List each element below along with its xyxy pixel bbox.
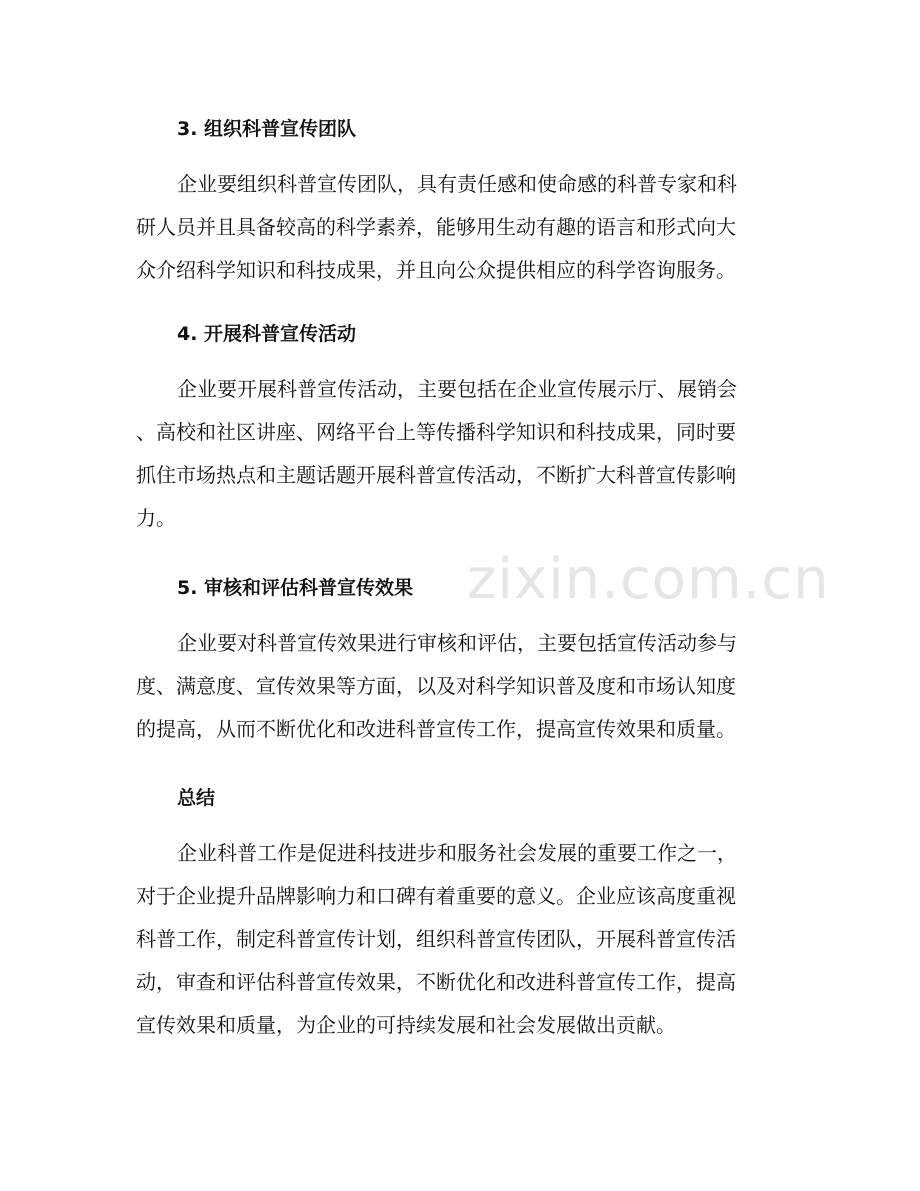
summary-paragraph (136, 832, 776, 1047)
paragraph-line: 抓住市场热点和主题话题开展科普宣传活动，不断扩大科普宣传影响 (136, 463, 736, 487)
paragraph-line: 企业要组织科普宣传团队，具有责任感和使命感的科普专家和科 (177, 172, 737, 196)
paragraph-line: 科普工作，制定科普宣传计划，组织科普宣传团队，开展科普宣传活 (136, 927, 736, 951)
section-heading-3: 3. 组织科普宣传团队 (177, 118, 357, 140)
paragraph-line: 的提高，从而不断优化和改进科普宣传工作，提高宣传效果和质量。 (136, 717, 736, 741)
section-paragraph-3 (136, 163, 776, 292)
watermark-visible: zixin.com.cn (467, 547, 830, 612)
section-paragraph-5 (136, 622, 776, 751)
watermark (467, 548, 830, 612)
paragraph-line: 企业要开展科普宣传活动，主要包括在企业宣传展示厅、展销会 (177, 377, 737, 401)
section-heading-4: 4. 开展科普宣传活动 (177, 323, 357, 345)
section-paragraph-4 (136, 368, 776, 540)
paragraph-line: 企业科普工作是促进科技进步和服务社会发展的重要工作之一， (177, 841, 737, 865)
summary-heading: 总结 (177, 787, 216, 809)
paragraph-line: 动，审查和评估科普宣传效果，不断优化和改进科普宣传工作，提高 (136, 970, 736, 994)
paragraph-line: 、高校和社区讲座、网络平台上等传播科学知识和科技成果，同时要 (136, 420, 736, 444)
paragraph-line: 众介绍科学知识和科技成果，并且向公众提供相应的科学咨询服务。 (136, 258, 736, 282)
paragraph-line: 力。 (136, 506, 176, 530)
paragraph-line: 研人员并且具备较高的科学素养，能够用生动有趣的语言和形式向大 (136, 215, 736, 239)
paragraph-line: 宣传效果和质量，为企业的可持续发展和社会发展做出贡献。 (136, 1013, 676, 1037)
section-heading-5: 5. 审核和评估科普宣传效果 (177, 577, 414, 599)
paragraph-line: 企业要对科普宣传效果进行审核和评估，主要包括宣传活动参与 (177, 631, 737, 655)
paragraph-line: 度、满意度、宣传效果等方面，以及对科学知识普及度和市场认知度 (136, 674, 736, 698)
paragraph-line: 对于企业提升品牌影响力和口碑有着重要的意义。企业应该高度重视 (136, 884, 736, 908)
